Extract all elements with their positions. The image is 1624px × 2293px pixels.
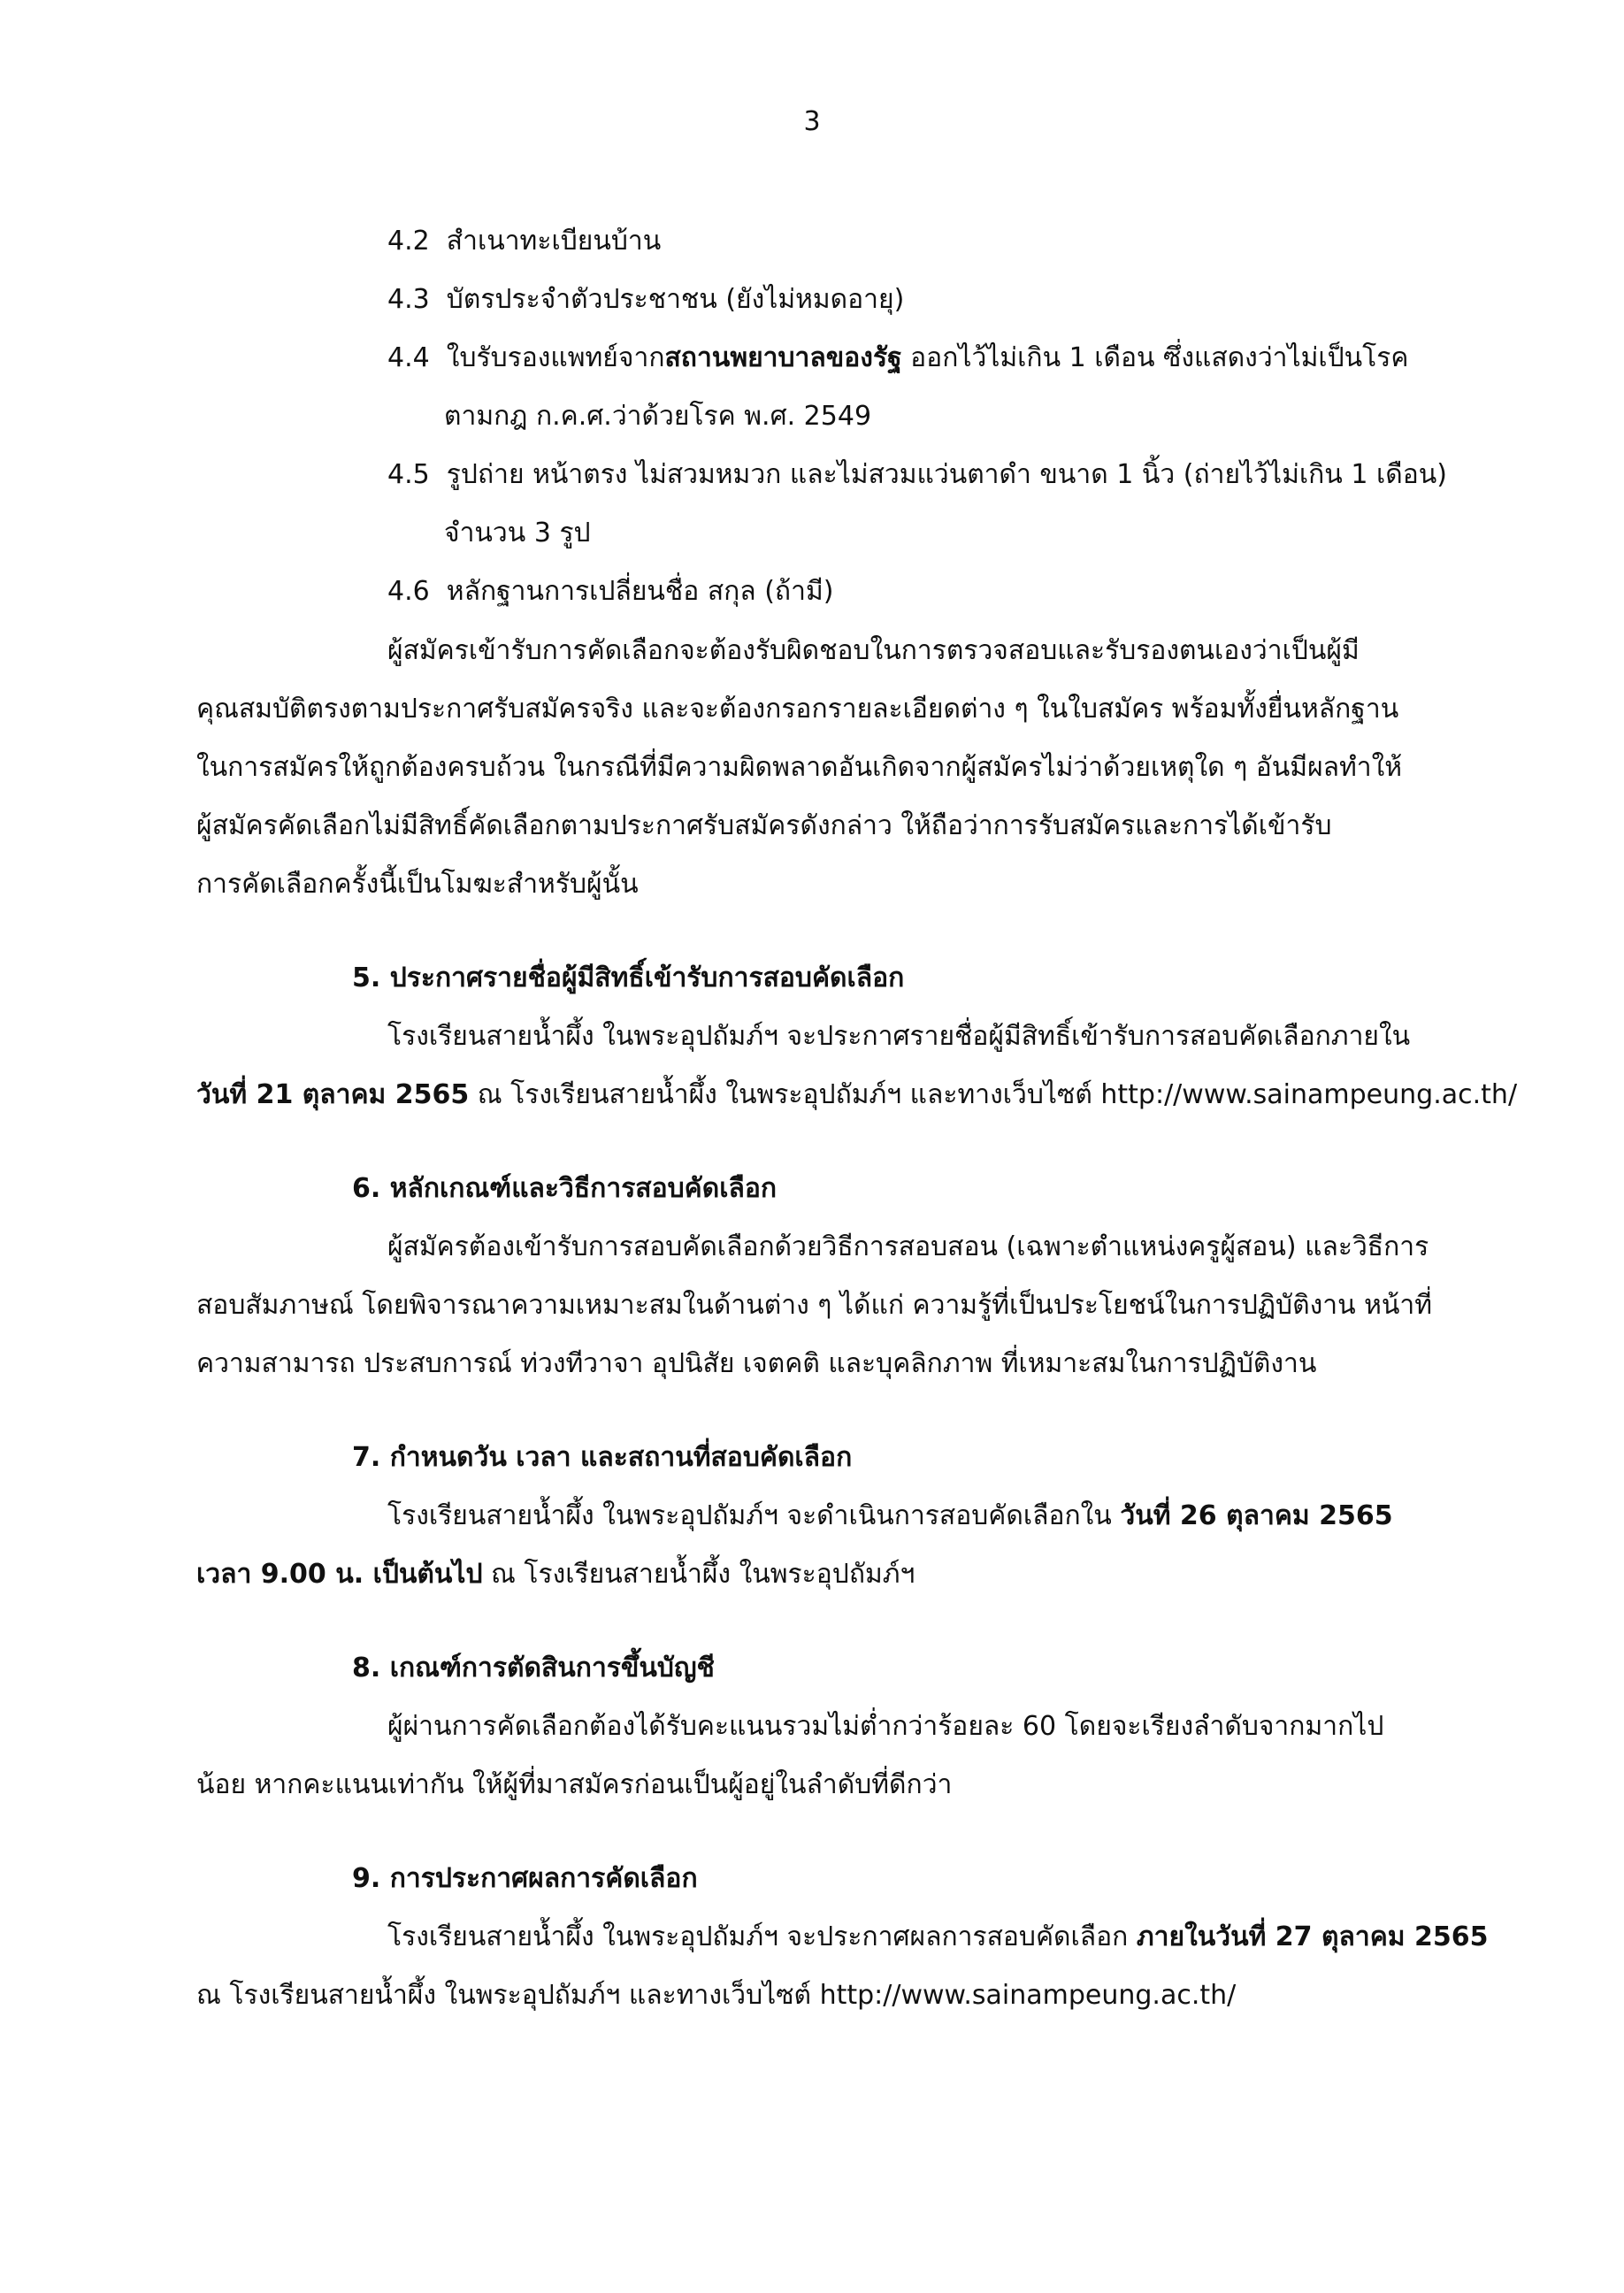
section-6-line2: สอบสัมภาษณ์ โดยพิจารณาความเหมาะสมในด้านต่าง ๆ ได้แก่ ความรู้ที่เป็นประโยชน์ในการปฏิบัติงาน หน้าที่ <box>196 1290 1433 1321</box>
section-5-line1: โรงเรียนสายน้ำผึ้ง ในพระอุปถัมภ์ฯ จะประกาศรายชื่อผู้มีสิทธิ์เข้ารับการสอบคัดเลือกภายใน <box>387 1021 1411 1052</box>
section-7-rest: ณ โรงเรียนสายน้ำผึ้ง ในพระอุปถัมภ์ฯ <box>482 1559 915 1590</box>
section-5-rest: ณ โรงเรียนสายน้ำผึ้ง ในพระอุปถัมภ์ฯ และทางเว็บไซต์ http://www.sainampeung.ac.th/ <box>469 1079 1518 1110</box>
section-7-time: เวลา 9.00 น. เป็นต้นไป <box>196 1559 483 1590</box>
section-5-date: วันที่ 21 ตุลาคม 2565 <box>196 1079 470 1110</box>
section-7-heading: 7. กำหนดวัน เวลา และสถานที่สอบคัดเลือก <box>352 1442 853 1473</box>
applicant-paragraph-line1: ผู้สมัครเข้ารับการคัดเลือกจะต้องรับผิดชอบในการตรวจสอบและรับรองตนเองว่าเป็นผู้มี <box>387 635 1360 666</box>
page-number: 3 <box>803 106 821 137</box>
section-9-line1 <box>387 1916 1489 1958</box>
list-number: 4.6 <box>387 576 430 607</box>
list-text: สำเนาทะเบียนบ้าน <box>446 226 662 257</box>
section-7-date: วันที่ 26 ตุลาคม 2565 <box>1120 1500 1393 1531</box>
list-text: หลักฐานการเปลี่ยนชื่อ สกุล (ถ้ามี) <box>446 576 834 607</box>
list-number: 4.4 <box>387 342 430 373</box>
section-7-pre: โรงเรียนสายน้ำผึ้ง ในพระอุปถัมภ์ฯ จะดำเนินการสอบคัดเลือกใน <box>387 1500 1121 1531</box>
list-text-bold: สถานพยาบาลของรัฐ <box>664 342 902 373</box>
section-8-line2: น้อย หากคะแนนเท่ากัน ให้ผู้ที่มาสมัครก่อนเป็นผู้อยู่ในลำดับที่ดีกว่า <box>196 1769 953 1800</box>
list-text: บัตรประจำตัวประชาชน (ยังไม่หมดอายุ) <box>446 284 905 315</box>
list-text-post: ออกไว้ไม่เกิน 1 เดือน ซึ่งแสดงว่าไม่เป็นโรค <box>901 342 1409 373</box>
section-5-heading: 5. ประกาศรายชื่อผู้มีสิทธิ์เข้ารับการสอบคัดเลือก <box>352 962 905 993</box>
list-text: รูปถ่าย หน้าตรง ไม่สวมหมวก และไม่สวมแว่นตาดำ ขนาด 1 นิ้ว (ถ่ายไว้ไม่เกิน 1 เดือน) <box>446 459 1447 490</box>
applicant-paragraph-line2: คุณสมบัติตรงตามประกาศรับสมัครจริง และจะต้องกรอกรายละเอียดต่าง ๆ ในใบสมัคร พร้อมทั้งยื่นหลักฐาน <box>196 694 1399 725</box>
list-item-4-5-continuation <box>444 504 591 563</box>
section-7-line1 <box>387 1495 1393 1537</box>
section-9-date: ภายในวันที่ 27 ตุลาคม 2565 <box>1136 1921 1489 1952</box>
list-number: 4.3 <box>387 284 430 315</box>
list-text-cont: จำนวน 3 รูป <box>444 518 591 548</box>
list-text-cont: ตามกฎ ก.ค.ศ.ว่าด้วยโรค พ.ศ. 2549 <box>444 401 872 432</box>
list-item-4-5 <box>387 446 1447 504</box>
applicant-paragraph-line5: การคัดเลือกครั้งนี้เป็นโมฆะสำหรับผู้นั้น <box>196 869 639 900</box>
section-5-line2 <box>196 1074 1517 1116</box>
list-item-4-2 <box>387 212 661 271</box>
applicant-paragraph-line3: ในการสมัครให้ถูกต้องครบถ้วน ในกรณีที่มีความผิดพลาดอันเกิดจากผู้สมัครไม่ว่าด้วยเหตุใด ๆ อันมีผลทำให้ <box>196 752 1403 783</box>
list-text-pre: ใบรับรองแพทย์จาก <box>446 342 665 373</box>
section-9-line2: ณ โรงเรียนสายน้ำผึ้ง ในพระอุปถัมภ์ฯ และทางเว็บไซต์ http://www.sainampeung.ac.th/ <box>196 1980 1237 2011</box>
section-9-heading: 9. การประกาศผลการคัดเลือก <box>352 1863 698 1894</box>
list-item-4-6 <box>387 563 833 621</box>
section-8-line1: ผู้ผ่านการคัดเลือกต้องได้รับคะแนนรวมไม่ต่ำกว่าร้อยละ 60 โดยจะเรียงลำดับจากมากไป <box>387 1711 1384 1742</box>
list-item-4-4 <box>387 329 1408 387</box>
applicant-paragraph-line4: ผู้สมัครคัดเลือกไม่มีสิทธิ์คัดเลือกตามประกาศรับสมัครดังกล่าว ให้ถือว่าการรับสมัครและการได้เข้ารับ <box>196 810 1332 841</box>
section-6-heading: 6. หลักเกณฑ์และวิธีการสอบคัดเลือก <box>352 1173 778 1204</box>
list-item-4-3 <box>387 271 904 329</box>
section-8-heading: 8. เกณฑ์การตัดสินการขึ้นบัญชี <box>352 1653 715 1683</box>
section-6-line3: ความสามารถ ประสบการณ์ ท่วงทีวาจา อุปนิสัย เจตคติ และบุคลิกภาพ ที่เหมาะสมในการปฏิบัติงาน <box>196 1348 1317 1379</box>
section-7-line2 <box>196 1553 915 1595</box>
section-9-pre: โรงเรียนสายน้ำผึ้ง ในพระอุปถัมภ์ฯ จะประกาศผลการสอบคัดเลือก <box>387 1921 1137 1952</box>
list-item-4-4-continuation <box>444 387 871 446</box>
section-6-line1: ผู้สมัครต้องเข้ารับการสอบคัดเลือกด้วยวิธีการสอบสอน (เฉพาะตำแหน่งครูผู้สอน) และวิธีการ <box>387 1231 1429 1262</box>
list-number: 4.2 <box>387 226 430 257</box>
list-number: 4.5 <box>387 459 430 490</box>
